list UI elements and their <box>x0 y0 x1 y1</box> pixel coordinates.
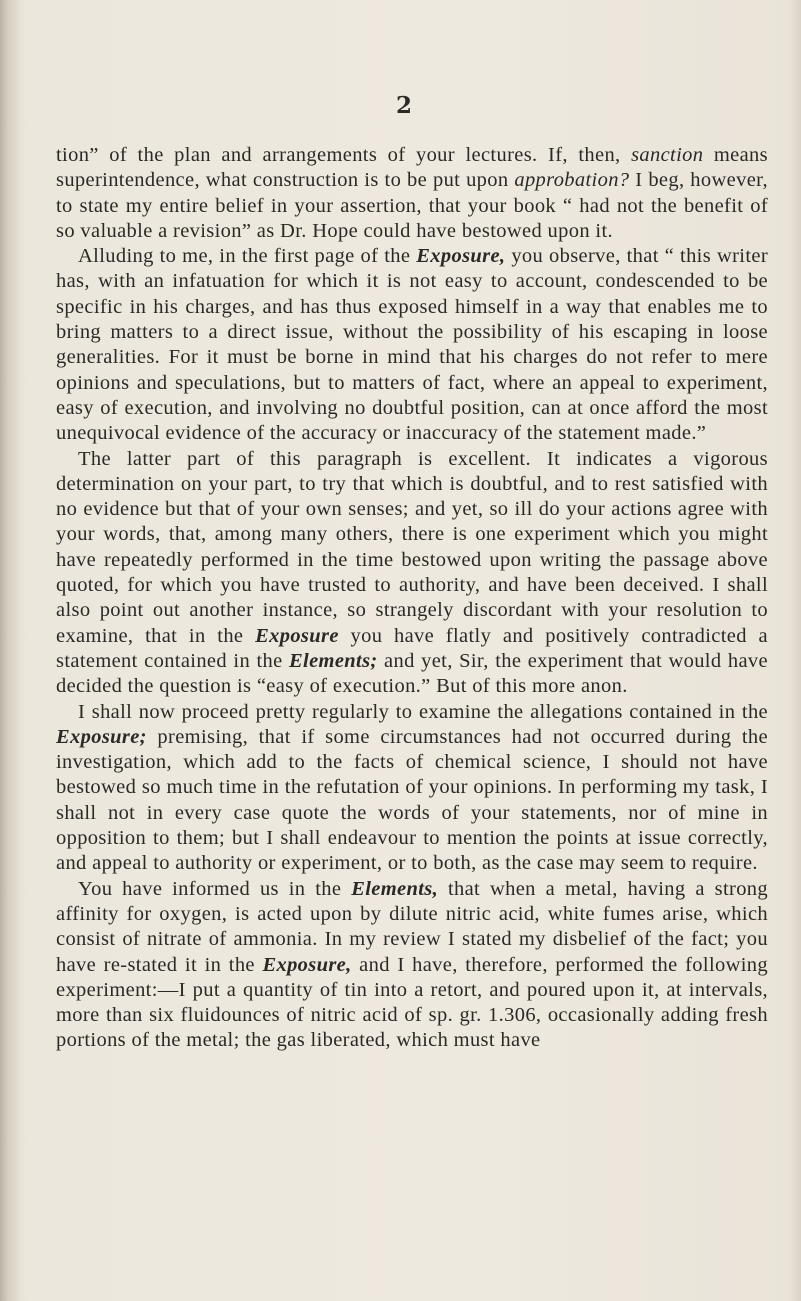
page-edge <box>789 0 801 1301</box>
text-run: means superintendence, what construction is to be put upon <box>56 144 768 192</box>
text-run: that when a metal, having a strong affinity for oxygen, is acted upon by dilute nitric acid, white fumes arise, which consist of nitrate of ammonia. In my review I stated my disbelief of the fact; you have re-stated it in the <box>56 877 768 976</box>
italic-title-text: Exposure, <box>262 953 352 976</box>
italic-title-text: Elements; <box>289 649 378 672</box>
italic-title-text: Exposure, <box>416 245 506 268</box>
text-run: I beg, however, to state my entire belief in your assertion, that your book “ had not the benefit of so valuable a revision” as Dr. Hope could have bestowed upon it. <box>56 169 768 242</box>
text-run: and I have, therefore, performed the following experiment:—I put a quantity of tin into a retort, and poured upon it, at intervals, more than six fluidounces of nitric acid of sp. gr. 1.306, occasionally adding fresh portions of the metal; the gas liberated, which must have <box>56 953 768 1052</box>
spine-shadow <box>0 0 22 1301</box>
text-run: tion” of the plan and arrangements of your lectures. If, then, <box>56 144 632 166</box>
text-run: you observe, that “ this writer has, with an infatuation for which it is not easy to account, condescended to be specific in his charges, and has thus exposed himself in a way that enables me to bring matters to a direct issue, without the possibility of his escaping in loose generalities. For it must be borne in mind that his charges do not refer to mere opinions and speculations, but to matters of fact, where an appeal to experiment, easy of execution, and involving no doubtful position, can at once afford the most unequivocal evidence of the accuracy or inaccuracy of the statement made.” <box>56 245 769 445</box>
paragraph-1 <box>56 143 768 244</box>
italic-title-text: Exposure; <box>56 725 147 748</box>
paragraph-4 <box>56 700 768 877</box>
text-run: premising, that if some circumstances had not occurred during the investigation, which add to the facts of chemical science, I should not have bestowed so much time in the refutation of your opinions. In performing my task, I shall not in every case quote the words of your statements, nor of mine in opposition to them; but I shall endeavour to mention the points at issue correctly, and appeal to authority or experiment, or to both, as the case may seem to require. <box>56 725 768 875</box>
text-run: and yet, Sir, the experiment that would have decided the question is “easy of execution.” But of this more anon. <box>56 649 768 698</box>
italic-title-text: approbation? <box>514 169 630 192</box>
page-number: 2 <box>395 92 412 119</box>
body-text <box>56 143 768 1054</box>
italic-title-text: Exposure <box>255 624 339 647</box>
paragraph-3 <box>56 447 768 700</box>
text-run: you have flatly and positively contradicted a statement contained in the <box>56 624 768 672</box>
paragraph-2 <box>56 244 768 446</box>
text-run: I shall now proceed pretty regularly to examine the allegations contained in the <box>78 700 768 723</box>
text-run: Alluding to me, in the first page of the <box>78 245 417 268</box>
text-run: The latter part of this paragraph is excellent. It indicates a vigorous determination on your part, to try that which is doubtful, and to rest satisfied with no evidence but that of your own senses; and yet, so ill do your actions agree with your words, that, among many others, there is one experiment which you might have repeatedly performed in the time bestowed upon writing the passage above quoted, for which you have trusted to authority, and have been deceived. I shall also point out another instance, so strangely discordant with your resolution to examine, that in the <box>56 447 768 647</box>
italic-title-text: sanction <box>631 144 704 166</box>
paragraph-5 <box>56 877 768 1054</box>
italic-title-text: Elements, <box>351 877 439 900</box>
text-run: You have informed us in the <box>78 877 352 900</box>
